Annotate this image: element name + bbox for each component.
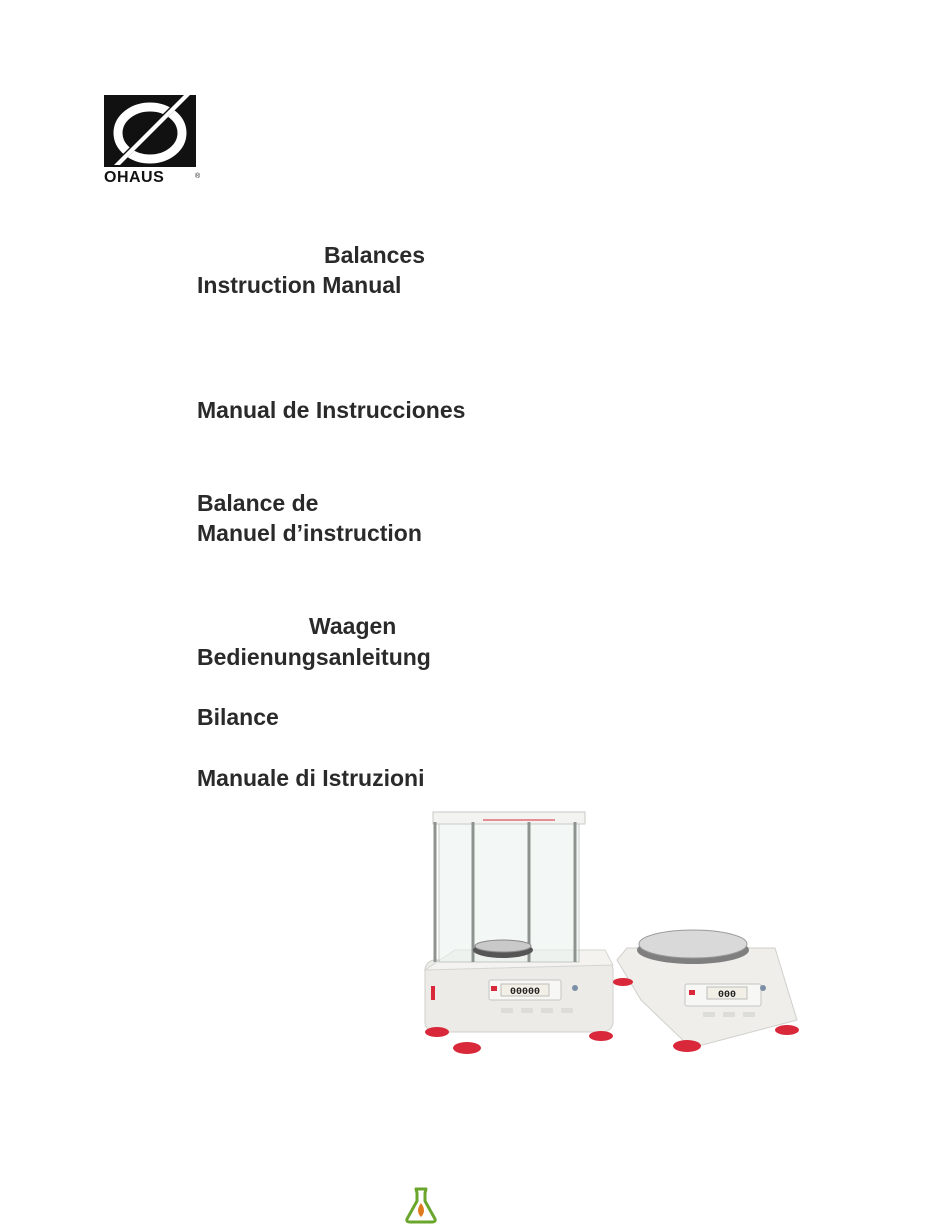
- balances-illustration: [405, 800, 815, 1070]
- title-de-manual: Bedienungsanleitung: [197, 644, 431, 670]
- registered-mark: ®: [195, 173, 201, 180]
- product-image: [405, 800, 815, 1070]
- left-display-reading: 00000: [509, 987, 541, 998]
- title-fr-manual: Manuel d’instruction: [197, 520, 422, 546]
- ohaus-logo-icon: [104, 95, 196, 167]
- precision-balance: [613, 930, 799, 1052]
- logo-wordmark: OHAUS: [104, 169, 165, 186]
- title-fr-balance: Balance de: [197, 490, 319, 516]
- title-it-bilance: Bilance: [197, 704, 279, 730]
- ohaus-logo: [104, 95, 204, 195]
- title-en-manual: Instruction Manual: [197, 272, 402, 298]
- title-en-balances: Balances: [324, 242, 426, 268]
- title-it-manual: Manuale di Istruzioni: [197, 765, 425, 791]
- title-es-manual: Manual de Instrucciones: [197, 397, 466, 423]
- right-display-reading: 000: [717, 990, 737, 1001]
- analytical-balance: [425, 812, 613, 1054]
- green-flask-recycle-icon: [401, 1185, 441, 1225]
- title-de-waagen: Waagen: [309, 613, 397, 639]
